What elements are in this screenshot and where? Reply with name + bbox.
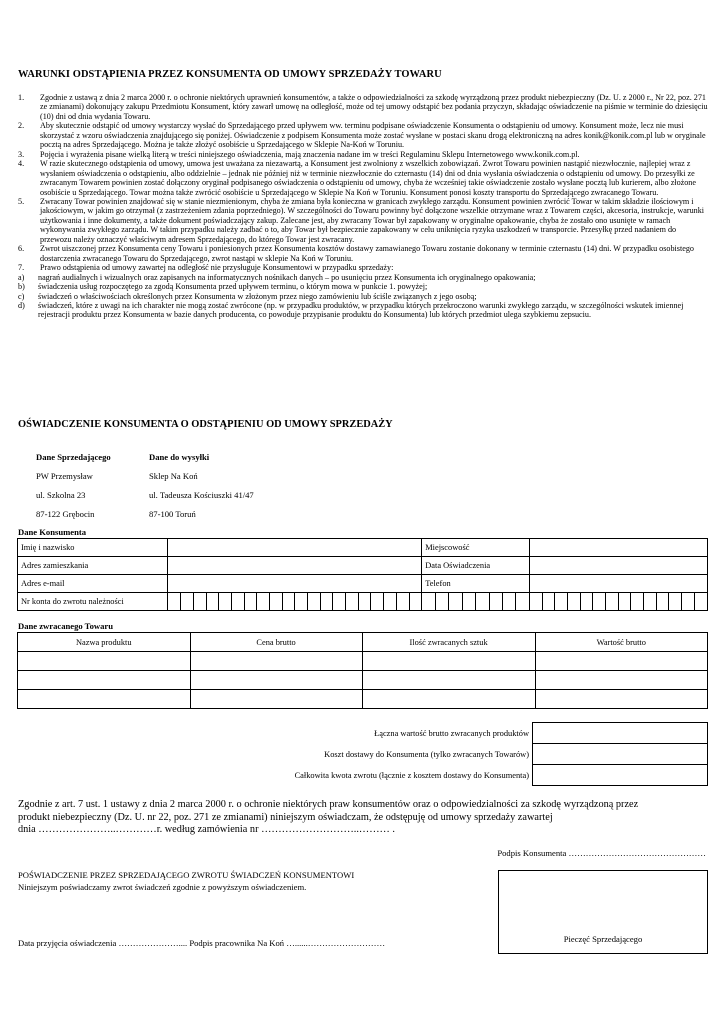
account-digit-field[interactable] <box>555 593 568 611</box>
account-digit-field[interactable] <box>219 593 232 611</box>
account-digit-field[interactable] <box>631 593 644 611</box>
consumer-table <box>17 538 708 611</box>
column-header-price: Cena brutto <box>190 633 362 652</box>
term-item: 7. Prawo odstąpienia od umowy zawartej na odległość nie przysługuje Konsumentowi w przypadku sprzedaży: <box>18 263 394 273</box>
column-header-value: Wartość brutto <box>535 633 707 652</box>
shipping-line: ul. Tadeusza Kościuszki 41/47 <box>149 490 254 500</box>
shipping-line: 87-100 Toruń <box>149 509 196 519</box>
seller-line: 87-122 Grębocin <box>36 509 95 519</box>
refund-total-label: Całkowita kwota zwrotu (łącznie z kosztem dostawy do Konsumenta) <box>294 770 529 780</box>
account-digit-field[interactable] <box>567 593 580 611</box>
total-goods-label: Łączna wartość brutto zwracanych produktów <box>374 728 529 738</box>
term-subitem: c) świadczeń o właściwościach określonych przez Konsumenta w złożonym przez niego zamówieniu lub ściśle związanych z jego osobą; <box>18 291 477 301</box>
account-digit-field[interactable] <box>605 593 618 611</box>
account-digit-field[interactable] <box>502 593 515 611</box>
summary-row <box>17 765 708 786</box>
account-digit-field[interactable] <box>435 593 448 611</box>
seller-address <box>36 448 111 524</box>
refund-summary-table <box>17 722 708 786</box>
seller-stamp-box <box>498 870 708 954</box>
summary-row <box>17 723 708 744</box>
column-header-quantity: Ilość zwracanych sztuk <box>362 633 535 652</box>
seller-heading: Dane Sprzedającego <box>36 452 111 462</box>
acceptance-date-line: Data przyjęcia oświadczenia ………………….... Podpis pracownika Na Koń …......……………………… <box>18 938 386 948</box>
city-label: Miejscowość <box>422 539 530 557</box>
returned-goods-heading: Dane zwracanego Towaru <box>18 621 114 631</box>
account-digit-field[interactable] <box>396 593 409 611</box>
price-field[interactable] <box>190 671 362 690</box>
account-digit-field[interactable] <box>295 593 308 611</box>
address-field[interactable] <box>168 557 422 575</box>
shipping-address <box>149 448 254 524</box>
name-field[interactable] <box>168 539 422 557</box>
declaration-line: produkt niebezpieczny (Dz. U. nr 22, poz. 271 ze zmianami) niniejszym oświadczam, że odstępuję od umowy sprzedaży zawartej <box>18 811 553 823</box>
delivery-cost-field[interactable] <box>533 744 708 765</box>
price-field[interactable] <box>190 652 362 671</box>
account-digit-field[interactable] <box>516 593 529 611</box>
consumer-signature-line: Podpis Konsumenta ………………………………………… <box>497 848 706 858</box>
term-item: 2. Aby skutecznie odstąpić od umowy wystarczy wysłać do Sprzedającego przed upływem ww. terminu podpisane oświadczenie Konsumenta o odstąpieniu od umowy. Konsument może, lecz nie musi skorzystać z wzoru oświadczenia znajdującego się poniżej. Oświadczenie z podpisem Konsumenta może zostać wysłane w postaci skanu drogą elektroniczną na adres konik@konik.com.pl lub w oryginale pocztą na adres Sprzedającego. Można je także złożyć osobiście u Sprzedającego w Sklepie Na-Koń w Toruniu. <box>18 121 706 150</box>
declaration-date-label: Data Oświadczenia <box>422 557 530 575</box>
account-digit-field[interactable] <box>282 593 295 611</box>
account-digit-field[interactable] <box>193 593 206 611</box>
product-name-field[interactable] <box>18 690 191 709</box>
account-digit-field[interactable] <box>644 593 657 611</box>
account-digit-field[interactable] <box>476 593 489 611</box>
shipping-heading: Dane do wysyłki <box>149 452 210 462</box>
account-digit-field[interactable] <box>206 593 219 611</box>
term-subitem: d) świadczeń, które z uwagi na ich charakter nie mogą zostać zwrócone (np. w przypadku produktów, w przypadku których przekroczono warunki zwykłego zarządu, w szczególności wskutek imiennej rejestracji produktu przez Konsumenta w bazie danych producenta, co powoduje przypisanie produktu do Konsumenta) lub których przedmiot ulega szybkiemu zepsuciu. <box>18 300 684 320</box>
account-digit-field[interactable] <box>346 593 359 611</box>
seller-line: ul. Szkolna 23 <box>36 490 86 500</box>
product-name-field[interactable] <box>18 652 191 671</box>
address-label: Adres zamieszkania <box>18 557 168 575</box>
account-digit-field[interactable] <box>333 593 346 611</box>
table-row <box>18 671 708 690</box>
account-digit-field[interactable] <box>358 593 371 611</box>
term-item: 4. W razie skutecznego odstąpienia od umowy, umowa jest uważana za niezawartą, a Konsument jest zwolniony z wszelkich zobowiązań. Zwrot Towaru powinien nastąpić niezwłocznie, najlepiej wraz z wysłaniem oświadczenia o odstąpieniu, albo oddzielnie – jednak nie później niż w terminie niezwłocznie do czternastu (14) dni od dnia wysłania oświadczenia o odstąpieniu od umowy. Do przesyłki ze zwracanym Towarem powinien zostać dołączony oryginał podpisanego oświadczenia o odstąpieniu od umowy, chyba że wcześniej takie oświadczenie zostało wysłane pocztą lub kurierem, albo złożone osobiście u Sprzedającego. Towar można także zwrócić osobiście u Sprzedającego w Sklepie Na Koń w Toruniu. Konsument ponosi koszty transportu do Sprzedającego zwracanego Towaru. <box>18 159 696 197</box>
city-field[interactable] <box>529 539 707 557</box>
quantity-field[interactable] <box>362 671 535 690</box>
delivery-cost-label: Koszt dostawy do Konsumenta (tylko zwracanych Towarów) <box>324 749 529 759</box>
table-row <box>18 539 708 557</box>
form-title: OŚWIADCZENIE KONSUMENTA O ODSTĄPIENIU OD UMOWY SPRZEDAŻY <box>18 419 393 430</box>
account-digit-field[interactable] <box>656 593 669 611</box>
seller-confirmation-heading: POŚWIADCZENIE PRZEZ SPRZEDAJĄCEGO ZWROTU ŚWIADCZEŃ KONSUMENTOWI <box>18 870 355 880</box>
account-digit-field[interactable] <box>371 593 384 611</box>
account-digit-field[interactable] <box>449 593 462 611</box>
table-header-row <box>18 633 708 652</box>
account-digit-field[interactable] <box>257 593 270 611</box>
account-digit-field[interactable] <box>269 593 282 611</box>
refund-total-field[interactable] <box>533 765 708 786</box>
seller-confirmation-text: Niniejszym poświadczamy zwrot świadczeń zgodnie z powyższym oświadczeniem. <box>18 882 307 892</box>
account-digit-field[interactable] <box>244 593 257 611</box>
quantity-field[interactable] <box>362 652 535 671</box>
withdrawal-declaration <box>18 799 704 837</box>
table-row <box>18 557 708 575</box>
value-field[interactable] <box>535 652 707 671</box>
declaration-date-field[interactable] <box>529 557 707 575</box>
total-goods-field[interactable] <box>533 723 708 744</box>
name-label: Imię i nazwisko <box>18 539 168 557</box>
account-digit-field[interactable] <box>542 593 555 611</box>
shipping-line: Sklep Na Koń <box>149 471 198 481</box>
account-digit-field[interactable] <box>694 593 707 611</box>
account-digit-field[interactable] <box>409 593 422 611</box>
table-row <box>18 652 708 671</box>
account-digit-field[interactable] <box>580 593 593 611</box>
account-digit-field[interactable] <box>669 593 682 611</box>
seller-line: PW Przemysław <box>36 471 93 481</box>
quantity-field[interactable] <box>362 690 535 709</box>
value-field[interactable] <box>535 690 707 709</box>
phone-label: Telefon <box>422 575 530 593</box>
consumer-heading: Dane Konsumenta <box>18 527 87 537</box>
summary-row <box>17 744 708 765</box>
returned-goods-table <box>17 632 708 709</box>
account-digit-field[interactable] <box>489 593 502 611</box>
account-digit-field[interactable] <box>422 593 435 611</box>
declaration-line: dnia …………………..…………r. według zamówienia nr ………………………..……… . <box>18 824 395 836</box>
stamp-label: Pieczęć Sprzedającego <box>563 934 643 944</box>
terms-list <box>18 93 708 320</box>
account-digit-field[interactable] <box>168 593 181 611</box>
account-label: Nr konta do zwrotu należności <box>18 593 168 611</box>
term-item: 6. Zwrot uiszczonej przez Konsumenta ceny Towaru i poniesionych przez Konsumenta kosztów dostawy zamawianego Towaru zostanie dokonany w terminie czternastu (14) dni. W przypadku osobistego dostarczenia zwracanego Towaru do Sprzedającego, zwrot nastąpi w sklepie Na Koń w Toruniu. <box>18 244 694 263</box>
term-subitem: a) nagrań audialnych i wizualnych oraz zapisanych na informatycznych nośnikach danych – po usunięciu przez Konsumenta ich oryginalnego opakowania; <box>18 272 536 282</box>
account-row <box>18 593 708 611</box>
account-digit-field[interactable] <box>231 593 244 611</box>
account-digit-field[interactable] <box>682 593 695 611</box>
account-digit-field[interactable] <box>529 593 542 611</box>
phone-field[interactable] <box>529 575 707 593</box>
account-digit-field[interactable] <box>462 593 475 611</box>
account-digit-field[interactable] <box>593 593 606 611</box>
table-row <box>18 690 708 709</box>
terms-title: WARUNKI ODSTĄPIENIA PRZEZ KONSUMENTA OD UMOWY SPRZEDAŻY TOWARU <box>18 69 442 80</box>
email-field[interactable] <box>168 575 422 593</box>
account-digit-field[interactable] <box>618 593 631 611</box>
declaration-line: Zgodnie z art. 7 ust. 1 ustawy z dnia 2 marca 2000 r. o ochronie niektórych praw konsumentów oraz o odpowiedzialności za szkodę wyrządzoną przez <box>18 799 639 810</box>
account-digit-field[interactable] <box>320 593 333 611</box>
email-label: Adres e-mail <box>18 575 168 593</box>
price-field[interactable] <box>190 690 362 709</box>
account-digit-field[interactable] <box>181 593 194 611</box>
term-item: 3. Pojęcia i wyrażenia pisane wielką literą w treści niniejszego oświadczenia, mają znaczenia nadane im w treści Regulaminu Sklepu Internetowego www.konik.com.pl. <box>18 149 580 159</box>
term-item: 1. Zgodnie z ustawą z dnia 2 marca 2000 r. o ochronie niektórych uprawnień konsumentów, a także o odpowiedzialności za szkodę wyrządzoną przez produkt niebezpieczny (Dz. U. z 2000 r., Nr 22, poz. 271 ze zmianami) dokonujący zakupu Przedmiotu Konsument, który zawarł umowę na odległość, może od tej umowy odstąpić bez podania przyczyn, składając oświadczenie na piśmie w terminie do dziesięciu (10) dni od dnia wydania Towaru. <box>18 93 708 121</box>
table-row <box>18 575 708 593</box>
term-item: 5. Zwracany Towar powinien znajdować się w stanie niezmienionym, chyba że zmiana była konieczna w granicach zwykłego zarządu. Konsument powinien zwrócić Towar w takim składzie ilościowym i jakościowym, w jakim go otrzymał (z zastrzeżeniem zdania poprzedniego). W szczególności do Towaru powinny być dołączone wszelkie otrzymane wraz z Towarem części, akcesoria, instrukcje, warunki użytkowania i inne dokumenty, a także dokument poświadczający zakup. Zalecane jest, aby zwracany Towar był zapakowany w oryginalne opakowanie, chyba że zostało ono usunięte w ramach wykonywania zwykłego zarządu. W takim przypadku należy zadbać o to, aby Towar był bezpiecznie zapakowany w celu uniknięcia ryzyka uszkodzeń w transporcie. Przesyłkę przed nadaniem do przewozu należy oznaczyć właściwym adresem Sprzedającego, do którego Towar jest zwracany. <box>18 196 705 244</box>
value-field[interactable] <box>535 671 707 690</box>
term-subitem: b) świadczenia usług rozpoczętego za zgodą Konsumenta przed upływem terminu, o którym mowa w punkcie 1. powyżej; <box>18 282 428 292</box>
column-header-product: Nazwa produktu <box>18 633 191 652</box>
account-digit-field[interactable] <box>384 593 397 611</box>
product-name-field[interactable] <box>18 671 191 690</box>
account-digit-field[interactable] <box>308 593 321 611</box>
